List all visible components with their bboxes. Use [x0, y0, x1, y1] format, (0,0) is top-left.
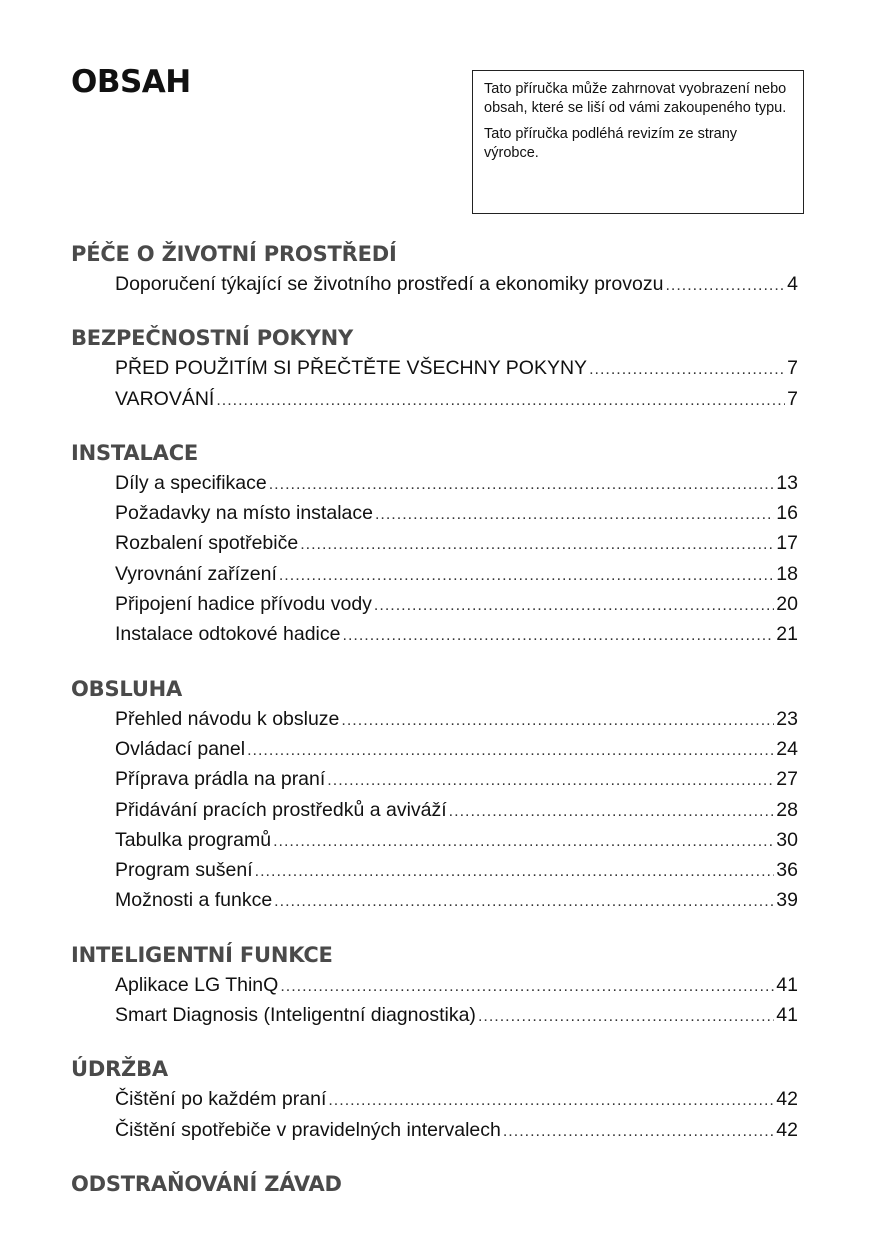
toc-dot-leader	[328, 1086, 774, 1115]
toc-entry-label: Doporučení týkající se životního prostředí a ekonomiky provozu	[115, 273, 664, 295]
toc-dot-leader	[503, 1117, 774, 1146]
toc-dot-leader	[274, 887, 774, 916]
toc-entry-label: Rozbalení spotřebiče	[115, 532, 299, 555]
toc-entry-page-number: 20	[776, 593, 798, 616]
toc-entry-label: Připojení hadice přívodu vody	[115, 593, 372, 616]
toc-entry[interactable]	[115, 1001, 798, 1031]
toc-entry-page-number: 23	[776, 707, 798, 730]
toc-entry-page-number: 36	[776, 859, 798, 882]
toc-entry-page-number: 24	[776, 737, 798, 760]
toc-entry-page-number: 41	[776, 973, 798, 996]
toc-entry-page-number: 27	[776, 768, 798, 791]
toc-section-title[interactable]: PÉČE O ŽIVOTNÍ PROSTŘEDÍ	[71, 242, 397, 266]
toc-dot-leader	[341, 706, 774, 735]
toc-entry[interactable]	[115, 354, 798, 384]
toc-entry-page-number: 42	[776, 1118, 798, 1141]
toc-dot-leader	[327, 766, 774, 795]
page-title: OBSAH	[71, 64, 191, 100]
toc-section	[71, 1053, 798, 1146]
toc-entry-page-number: 30	[776, 828, 798, 851]
toc-dot-leader	[273, 827, 774, 856]
toc-entry-page-number: 39	[776, 889, 798, 912]
toc-entry-label: Smart Diagnosis (Inteligentní diagnostika)	[115, 1004, 476, 1027]
toc-entry[interactable]	[115, 590, 798, 620]
toc-entry[interactable]	[115, 705, 798, 735]
toc-entry-label: Instalace odtokové hadice	[115, 623, 341, 646]
toc-entry[interactable]	[115, 796, 798, 826]
toc-entry-label: Tabulka programů	[115, 828, 272, 851]
toc-entry[interactable]	[115, 385, 798, 415]
toc-entry-label: Možnosti a funkce	[115, 889, 273, 912]
table-of-contents	[71, 238, 798, 1200]
toc-entry-label: Čištění po každém praní	[115, 1088, 327, 1111]
toc-entry[interactable]	[115, 856, 798, 886]
toc-entry-page-number: 28	[776, 798, 798, 821]
toc-entry[interactable]	[115, 499, 798, 529]
toc-entry[interactable]	[115, 620, 798, 650]
notice-text-variation: Tato příručka může zahrnovat vyobrazení nebo obsah, které se liší od vámi zakoupeného typu.	[484, 81, 787, 116]
toc-entry-label: Vyrovnání zařízení	[115, 562, 277, 585]
toc-entry-label: Ovládací panel	[115, 737, 246, 760]
notice-text-revision: Tato příručka podléhá revizím ze strany výrobce.	[484, 126, 738, 161]
toc-dot-leader	[216, 386, 785, 415]
toc-section-title[interactable]: OBSLUHA	[71, 676, 183, 701]
toc-entry-page-number: 41	[776, 1004, 798, 1027]
toc-dot-leader	[449, 797, 775, 826]
toc-section	[71, 322, 798, 415]
toc-dot-leader	[247, 736, 774, 765]
toc-entry-page-number: 21	[776, 623, 798, 646]
toc-entry-label: Příprava prádla na praní	[115, 768, 326, 791]
toc-entry-label: Požadavky na místo instalace	[115, 502, 373, 525]
toc-entry[interactable]	[115, 1085, 798, 1115]
toc-dot-leader	[478, 1002, 774, 1031]
toc-entry-label: Aplikace LG ThinQ	[115, 973, 279, 996]
toc-section	[71, 673, 798, 917]
toc-entry[interactable]	[115, 469, 798, 499]
toc-dot-leader	[269, 470, 775, 499]
toc-section-title[interactable]: ÚDRŽBA	[71, 1057, 168, 1082]
toc-entry-page-number: 18	[776, 562, 798, 585]
toc-entry-page-number: 4	[787, 273, 798, 295]
toc-section-title[interactable]: INSTALACE	[71, 440, 199, 465]
toc-section	[71, 939, 798, 1032]
toc-dot-leader	[343, 621, 775, 650]
toc-dot-leader	[589, 355, 785, 384]
toc-entry-page-number: 7	[787, 357, 798, 380]
toc-entry[interactable]	[115, 529, 798, 559]
toc-entry-label: PŘED POUŽITÍM SI PŘEČTĚTE VŠECHNY POKYNY	[115, 357, 588, 380]
toc-dot-leader	[280, 972, 774, 1001]
toc-section	[71, 238, 798, 300]
toc-section	[71, 1168, 798, 1200]
toc-section-title[interactable]: ODSTRAŇOVÁNÍ ZÁVAD	[71, 1171, 342, 1196]
toc-dot-leader	[255, 857, 775, 886]
toc-entry-page-number: 16	[776, 502, 798, 525]
toc-dot-leader	[665, 271, 785, 300]
toc-entry-label: Díly a specifikace	[115, 471, 267, 494]
toc-dot-leader	[279, 561, 774, 590]
toc-entry[interactable]	[115, 560, 798, 590]
toc-entry-label: Program sušení	[115, 859, 253, 882]
toc-section-title[interactable]: BEZPEČNOSTNÍ POKYNY	[71, 326, 354, 351]
toc-entry-page-number: 7	[787, 387, 798, 410]
toc-entry-label: Přidávání pracích prostředků a aviváží	[115, 798, 447, 821]
toc-entry[interactable]	[115, 270, 798, 300]
toc-entry[interactable]	[115, 826, 798, 856]
toc-entry[interactable]	[115, 735, 798, 765]
toc-entry-page-number: 17	[776, 532, 798, 555]
toc-entry-page-number: 13	[776, 471, 798, 494]
toc-entry-label: VAROVÁNÍ	[115, 387, 215, 410]
toc-entry-page-number: 42	[776, 1088, 798, 1111]
toc-entry[interactable]	[115, 1116, 798, 1146]
disclaimer-notice-box	[472, 70, 804, 214]
toc-section-title[interactable]: INTELIGENTNÍ FUNKCE	[71, 942, 333, 967]
toc-entry[interactable]	[115, 765, 798, 795]
toc-dot-leader	[375, 500, 774, 529]
toc-section	[71, 437, 798, 651]
toc-dot-leader	[374, 591, 774, 620]
toc-entry[interactable]	[115, 971, 798, 1001]
toc-entry[interactable]	[115, 886, 798, 916]
toc-entry-label: Čištění spotřebiče v pravidelných intervalech	[115, 1118, 501, 1141]
toc-dot-leader	[300, 530, 774, 559]
toc-entry-label: Přehled návodu k obsluze	[115, 707, 340, 730]
